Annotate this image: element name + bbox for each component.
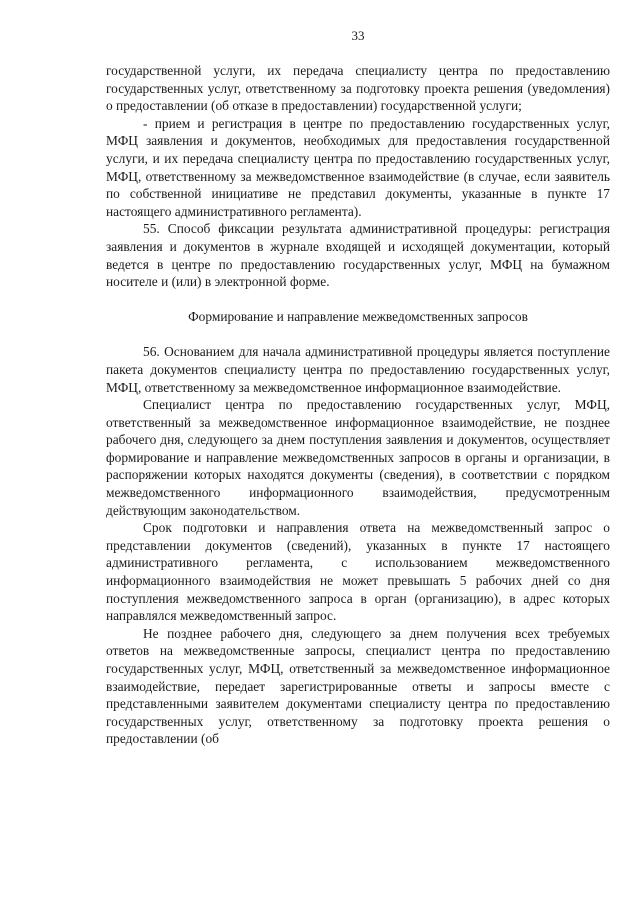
paragraph-continuation: государственной услуги, их передача специалисту центра по предоставлению государственных услуг, ответственному за подготовку проекта решения (уведомления) о предоставлении (об отказе в предоставлении) государственной услуги; bbox=[106, 63, 610, 114]
page-number: 33 bbox=[351, 28, 365, 43]
paragraph-clause-56: 56. Основанием для начала административной процедуры является поступление пакета документов специалисту центра по предоставлению государственных услуг, МФЦ, ответственному за межведомственное информационное взаимодействие. bbox=[106, 344, 610, 395]
document-body bbox=[106, 62, 610, 748]
section-heading: Формирование и направление межведомственных запросов bbox=[188, 308, 528, 324]
paragraph-list-item: - прием и регистрация в центре по предоставлению государственных услуг, МФЦ заявления и документов, необходимых для предоставления государственной услуги, и их передача специалисту центра по предоставлению государственных услуг, МФЦ, ответственному за межведомственное взаимодействие (в случае, если заявитель по собственной инициативе не представил документы, указанные в пункте 17 настоящего административного регламента). bbox=[106, 115, 610, 219]
paragraph-transfer: Не позднее рабочего дня, следующего за днем получения всех требуемых ответов на межведомственные запросы, специалист центра по предоставлению государственных услуг, МФЦ, ответственный за межведомственное информационное взаимодействие, передает зарегистрированные ответы и запросы вместе с представленными заявителем документами специалисту центра по предоставлению государственных услуг, ответственному за подготовку проекта решения о предоставлении (об bbox=[106, 625, 610, 747]
paragraph-deadline: Срок подготовки и направления ответа на межведомственный запрос о представлении документов (сведений), указанных в пункте 17 настоящего административного регламента, с использованием межведомственного информационного взаимодействия не может превышать 5 рабочих дней со дня поступления межведомственного запроса в орган (организацию), в адрес которых направлялся межведомственный запрос. bbox=[106, 520, 610, 624]
paragraph-clause-55: 55. Способ фиксации результата административной процедуры: регистрация заявления и документов в журнале входящей и исходящей документации, который ведется в центре по предоставлению государственных услуг, МФЦ на бумажном носителе и (или) в электронной форме. bbox=[106, 221, 610, 290]
paragraph-specialist: Специалист центра по предоставлению государственных услуг, МФЦ, ответственный за межведомственное информационное взаимодействие, не позднее рабочего дня, следующего за днем поступления заявления и документов, осуществляет формирование и направление межведомственных запросов в органы и организации, в распоряжении которых находятся документы (сведения), в соответствии с порядком межведомственного информационного взаимодействия, предусмотренным действующим законодательством. bbox=[106, 397, 610, 518]
